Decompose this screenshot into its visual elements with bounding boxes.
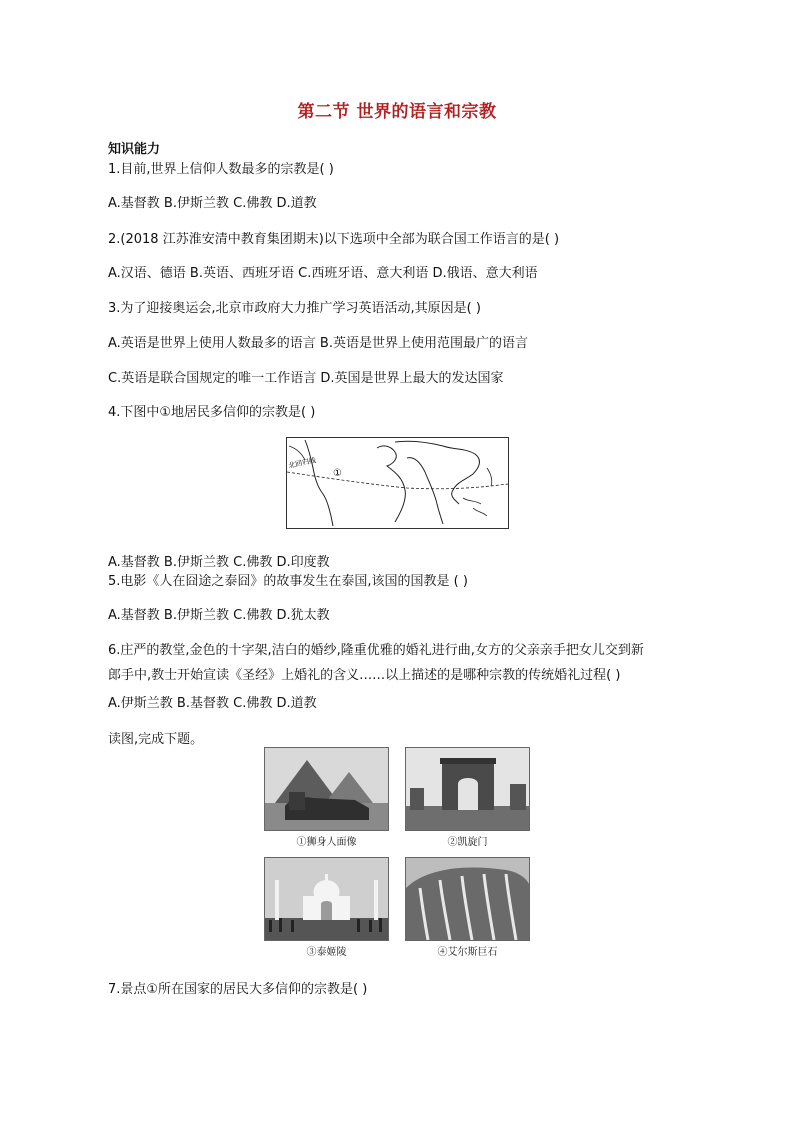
question-6-options: A.伊斯兰教 B.基督教 C.佛教 D.道教 xyxy=(108,696,317,711)
caption-uluru: ④艾尔斯巨石 xyxy=(437,947,498,958)
question-4-options: A.基督教 B.伊斯兰教 C.佛教 D.印度教 xyxy=(108,555,330,570)
southeast-asia-islands xyxy=(463,498,487,516)
question-2-stem: 2.(2018 江苏淮安清中教育集团期末)以下选项中全部为联合国工作语言的是( ) xyxy=(108,232,560,247)
question-3-stem: 3.为了迎接奥运会,北京市政府大力推广学习英语活动,其原因是( ) xyxy=(108,301,481,316)
japan-outline xyxy=(487,468,492,486)
tropic-label: 北回归线 xyxy=(287,456,317,470)
world-map-drawing xyxy=(287,438,508,528)
photo-uluru xyxy=(405,857,530,941)
page-title: 第二节 世界的语言和宗教 xyxy=(297,102,497,122)
photo-taj-mahal xyxy=(264,857,389,941)
photo-arc-de-triomphe xyxy=(405,747,530,831)
section-heading: 知识能力 xyxy=(108,142,161,157)
question-4-stem: 4.下图中①地居民多信仰的宗教是( ) xyxy=(108,405,316,420)
arabia-india-coastline xyxy=(407,458,443,524)
reading-instruction: 读图,完成下题。 xyxy=(108,732,204,747)
uluru-image xyxy=(406,858,529,940)
americas-coastline xyxy=(305,440,333,526)
question-3-options-ab: A.英语是世界上使用人数最多的语言 B.英语是世界上使用范围最广的语言 xyxy=(108,336,528,351)
caption-taj-mahal: ③泰姬陵 xyxy=(306,947,347,958)
question-5-stem: 5.电影《人在囧途之泰囧》的故事发生在泰国,该国的国教是 ( ) xyxy=(108,574,468,589)
question-6-stem-line-2: 郎手中,教士开始宣读《圣经》上婚礼的含义……以上描述的是哪种宗教的传统婚礼过程( ) xyxy=(108,668,621,683)
question-3-options-cd: C.英语是联合国规定的唯一工作语言 D.英国是世界上最大的发达国家 xyxy=(108,371,504,386)
question-5-options: A.基督教 B.伊斯兰教 C.佛教 D.犹太教 xyxy=(108,608,330,623)
caption-arc-de-triomphe: ②凯旋门 xyxy=(447,837,488,848)
caption-sphinx: ①狮身人面像 xyxy=(296,837,357,848)
world-map-figure xyxy=(286,437,509,529)
map-marker-1: ① xyxy=(333,468,342,479)
sphinx-image xyxy=(265,748,388,830)
europe-africa-coastline xyxy=(377,446,405,522)
question-1-stem: 1.目前,世界上信仰人数最多的宗教是( ) xyxy=(108,162,334,177)
taj-mahal-image xyxy=(265,858,388,940)
question-2-options: A.汉语、德语 B.英语、西班牙语 C.西班牙语、意大利语 D.俄语、意大利语 xyxy=(108,266,538,281)
question-1-options: A.基督教 B.伊斯兰教 C.佛教 D.道教 xyxy=(108,196,317,211)
arc-image xyxy=(406,748,529,830)
photo-sphinx xyxy=(264,747,389,831)
question-7-stem: 7.景点①所在国家的居民大多信仰的宗教是( ) xyxy=(108,982,368,997)
asia-coastline xyxy=(395,441,479,504)
question-6-stem-line-1: 6.庄严的教堂,金色的十字架,洁白的婚纱,隆重优雅的婚礼进行曲,女方的父亲亲手把女儿交到新 xyxy=(108,643,644,658)
coast-detail xyxy=(289,446,305,460)
